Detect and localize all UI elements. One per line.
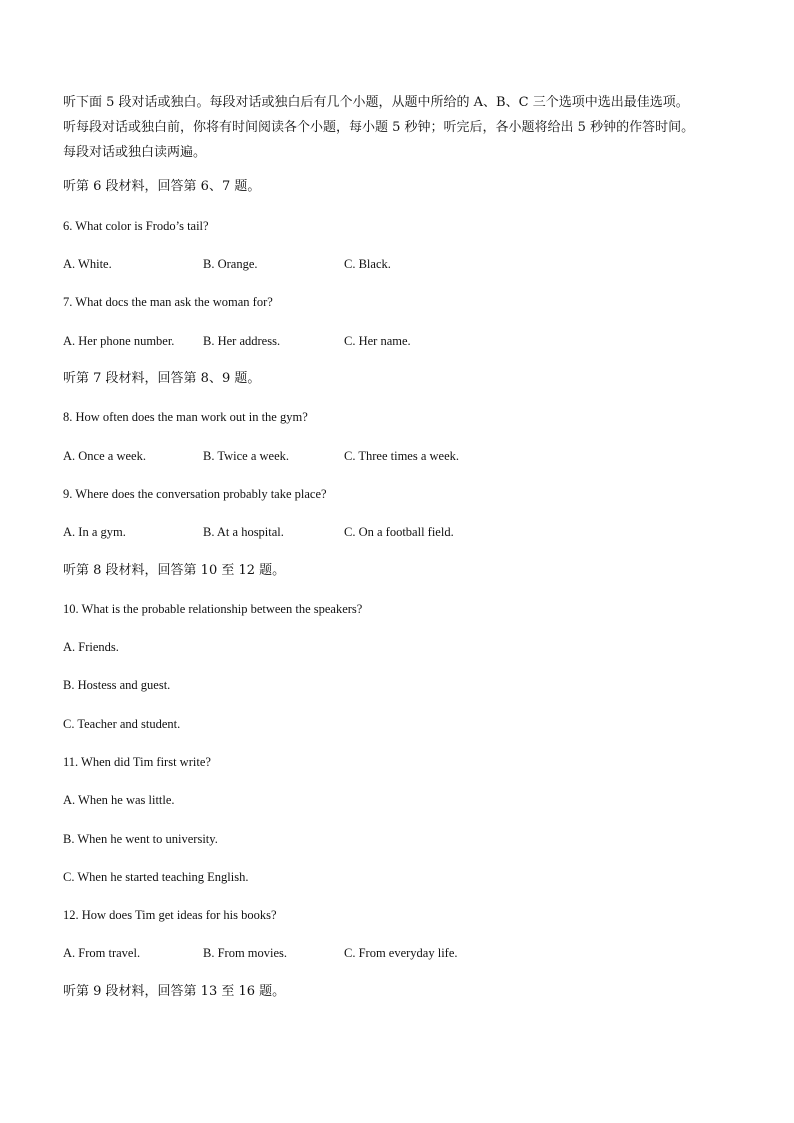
- options-row-6: [63, 255, 753, 273]
- option-a: A. Friends.: [63, 640, 119, 654]
- section-heading-6: 听第 6 段材料，回答第 6、7 题。: [63, 179, 261, 194]
- question-8: 8. How often does the man work out in the gym?: [63, 410, 308, 424]
- option-c: C. Three times a week.: [344, 449, 460, 463]
- question-11: 11. When did Tim first write?: [63, 755, 211, 769]
- option-c: C. On a football field.: [344, 525, 454, 539]
- options-row-9: [63, 523, 753, 541]
- option-b: B. When he went to university.: [63, 832, 218, 846]
- option-b: B. Hostess and guest.: [63, 678, 171, 692]
- instruction-line-3: 每段对话或独白读两遍。: [63, 145, 207, 160]
- question-10: 10. What is the probable relationship between the speakers?: [63, 602, 363, 616]
- option-a: A. Once a week.: [63, 449, 146, 463]
- option-c: C. Teacher and student.: [63, 717, 181, 731]
- option-b: B. Twice a week.: [203, 449, 290, 463]
- question-6: 6. What color is Frodo’s tail?: [63, 219, 209, 233]
- options-row-12: [63, 944, 753, 962]
- question-9: 9. Where does the conversation probably take place?: [63, 487, 327, 501]
- option-c: C. When he started teaching English.: [63, 870, 249, 884]
- option-b: B. From movies.: [203, 946, 288, 960]
- option-c: C. From everyday life.: [344, 946, 458, 960]
- question-7: 7. What docs the man ask the woman for?: [63, 295, 273, 309]
- options-row-7: [63, 332, 753, 350]
- option-a: A. From travel.: [63, 946, 141, 960]
- instruction-line-2: 听每段对话或独白前，你将有时间阅读各个小题，每小题 5 秒钟；听完后，各小题将给出 5 秒钟的作答时间。: [63, 120, 695, 135]
- option-a: A. When he was little.: [63, 793, 175, 807]
- option-b: B. At a hospital.: [203, 525, 284, 539]
- instruction-line-1: 听下面 5 段对话或独白。每段对话或独白后有几个小题，从题中所给的 A、B、C 三个选项中选出最佳选项。: [63, 95, 689, 110]
- section-heading-8: 听第 8 段材料，回答第 10 至 12 题。: [63, 563, 286, 578]
- section-instructions: [63, 90, 753, 165]
- option-c: C. Her name.: [344, 334, 411, 348]
- question-12: 12. How does Tim get ideas for his books?: [63, 908, 277, 922]
- option-c: C. Black.: [344, 257, 391, 271]
- option-a: A. White.: [63, 257, 112, 271]
- options-row-8: [63, 447, 753, 465]
- section-heading-9: 听第 9 段材料，回答第 13 至 16 题。: [63, 984, 286, 999]
- option-a: A. Her phone number.: [63, 334, 175, 348]
- section-heading-7: 听第 7 段材料，回答第 8、9 题。: [63, 371, 261, 386]
- option-a: A. In a gym.: [63, 525, 126, 539]
- option-b: B. Orange.: [203, 257, 258, 271]
- option-b: B. Her address.: [203, 334, 281, 348]
